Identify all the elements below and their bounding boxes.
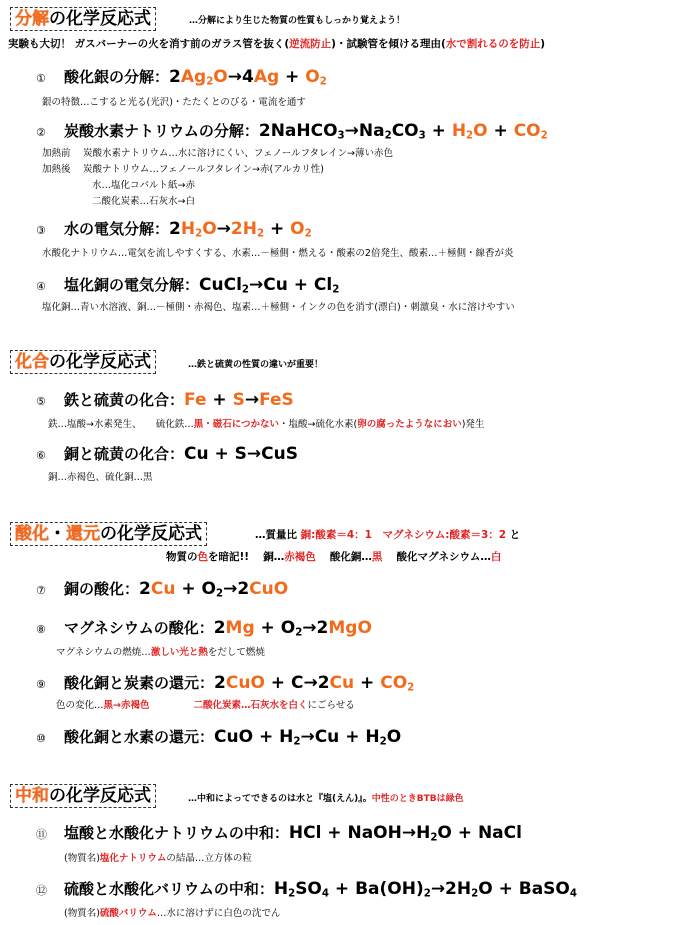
section-title-suffix: の化学反応式 bbox=[49, 9, 151, 29]
reaction-name: 硫酸と水酸化バリウムの中和： bbox=[64, 880, 274, 898]
equation: CuO + H2→Cu + H2O bbox=[214, 727, 402, 748]
item-number: ③ bbox=[36, 224, 46, 237]
section-title-suffix: の化学反応式 bbox=[49, 786, 151, 806]
reaction-name: 鉄と硫黄の化合： bbox=[64, 391, 185, 409]
section-note-ratio: …質量比 銅:酸素＝4：1 マグネシウム:酸素＝3：2 と bbox=[255, 529, 521, 541]
equation: H2SO4 + Ba(OH)2→2H2O + BaSO4 bbox=[273, 879, 577, 900]
reaction-9-note: 色の変化…黒→赤褐色 二酸化炭素…石灰水を白くにごらせる bbox=[56, 700, 355, 711]
section-title-suffix: の化学反応式 bbox=[100, 524, 202, 544]
reaction-11-note: (物質名)塩化ナトリウムの結晶…立方体の粒 bbox=[64, 853, 252, 864]
reaction-name: 酸化銅と炭素の還元： bbox=[64, 674, 215, 692]
reaction-5-note: 鉄…塩酸→水素発生、 硫化鉄…黒・磁石につかない・塩酸→硫化水素(卵の腐ったようなにおい)発生 bbox=[48, 419, 485, 430]
reaction-7 bbox=[36, 578, 288, 600]
item-number: ⑥ bbox=[36, 449, 46, 462]
reaction-3 bbox=[36, 218, 312, 240]
reaction-8 bbox=[36, 617, 372, 639]
section-title-keyword: 分解 bbox=[15, 9, 49, 29]
reaction-name: 塩酸と水酸化ナトリウムの中和： bbox=[64, 824, 289, 842]
reaction-10 bbox=[36, 726, 401, 748]
section-header-neutralization bbox=[10, 784, 156, 808]
reaction-2-note-before: 加熱前 炭酸水素ナトリウム…水に溶けにくい、フェノールフタレイン→薄い赤色 bbox=[42, 148, 393, 159]
equation: HCl + NaOH→H2O + NaCl bbox=[288, 823, 522, 844]
section-note: …中和によってできるのは水と『塩(えん)』。中性のときBTBは緑色 bbox=[188, 794, 464, 804]
reaction-3-note: 水酸化ナトリウム…電気を流しやすくする、水素…－極側・燃える・酸素の2倍発生、酸素…＋極側・線香が炎 bbox=[42, 248, 514, 259]
equation: 2Cu + O2→2CuO bbox=[139, 579, 289, 600]
item-number: ⑪ bbox=[36, 828, 47, 841]
text: )・試験管を傾ける理由( bbox=[331, 38, 446, 50]
experiment-note bbox=[8, 36, 545, 51]
text: ) bbox=[540, 38, 546, 50]
reaction-12 bbox=[36, 878, 577, 900]
reaction-9 bbox=[36, 672, 414, 694]
equation: CuCl2→Cu + Cl2 bbox=[199, 275, 340, 296]
item-number: ⑧ bbox=[36, 623, 46, 636]
item-number: ① bbox=[36, 72, 46, 85]
reaction-2 bbox=[36, 120, 548, 142]
section-note: …鉄と硫黄の性質の違いが重要！ bbox=[188, 360, 324, 370]
reaction-1-note: 銀の特徴…こすると光る(光沢)・たたくとのびる・電流を通す bbox=[42, 97, 306, 108]
equation: Cu + S→CuS bbox=[184, 444, 298, 464]
equation: 2H2O→2H2 + O2 bbox=[169, 219, 312, 240]
highlight: 逆流防止 bbox=[289, 38, 332, 50]
reaction-11 bbox=[36, 822, 522, 844]
reaction-4-note: 塩化銅…青い水溶液、銅…－極側・赤褐色、塩素…＋極側・インクの色を消す(漂白)・刺激臭・水に溶けやすい bbox=[42, 302, 515, 313]
equation: 2CuO + C→2Cu + CO2 bbox=[214, 673, 415, 694]
reaction-name: 銅の酸化： bbox=[64, 580, 140, 598]
item-number: ⑩ bbox=[36, 732, 46, 745]
section-title-keyword: 化合 bbox=[15, 352, 49, 372]
section-header-decomposition bbox=[10, 7, 156, 31]
section-header-redox bbox=[10, 522, 207, 546]
reaction-6 bbox=[36, 443, 298, 464]
reaction-1 bbox=[36, 66, 327, 88]
section-note: …分解により生じた物質の性質もしっかり覚えよう！ bbox=[189, 16, 406, 26]
item-number: ⑤ bbox=[36, 395, 46, 408]
section-header-combination bbox=[10, 350, 156, 374]
item-number: ④ bbox=[36, 280, 46, 293]
section-title-keyword: 中和 bbox=[15, 786, 49, 806]
reaction-12-note: (物質名)硫酸バリウム…水に溶けずに白色の沈でん bbox=[64, 908, 281, 919]
section-title-suffix: の化学反応式 bbox=[49, 352, 151, 372]
item-number: ⑦ bbox=[36, 584, 46, 597]
reaction-2-note-co2: 二酸化炭素…石灰水→白 bbox=[92, 196, 195, 207]
section-title-keyword-2: 還元 bbox=[66, 524, 100, 544]
reaction-name: 酸化銀の分解： bbox=[64, 68, 170, 86]
section-title-keyword: 酸化 bbox=[15, 524, 49, 544]
equation: 2Mg + O2→2MgO bbox=[213, 618, 372, 639]
reaction-8-note: マグネシウムの燃焼…激しい光と熱をだして燃焼 bbox=[56, 647, 265, 658]
item-number: ⑫ bbox=[36, 884, 47, 897]
section-title-dot: ・ bbox=[49, 524, 66, 544]
item-number: ⑨ bbox=[36, 678, 46, 691]
reaction-5 bbox=[36, 389, 294, 410]
reaction-name: マグネシウムの酸化： bbox=[64, 619, 214, 637]
section-note-colors: 物質の色を暗記!! 銅…赤褐色 酸化銅…黒 酸化マグネシウム…白 bbox=[166, 551, 502, 563]
reaction-2-note-after: 加熱後 炭酸ナトリウム…フェノールフタレイン→赤(アルカリ性) bbox=[42, 164, 325, 175]
reaction-name: 水の電気分解： bbox=[64, 220, 170, 238]
reaction-name: 酸化銅と水素の還元： bbox=[64, 728, 215, 746]
reaction-2-note-water: 水…塩化コバルト紙→赤 bbox=[92, 180, 195, 191]
item-number: ② bbox=[36, 126, 46, 139]
equation: 2NaHCO3→Na2CO3 + H2O + CO2 bbox=[258, 121, 548, 142]
highlight: 水で割れるのを防止 bbox=[445, 38, 541, 50]
text: 実験も大切！ ガスバーナーの火を消す前のガラス管を抜く( bbox=[8, 38, 290, 50]
reaction-4 bbox=[36, 274, 339, 296]
reaction-name: 塩化銅の電気分解： bbox=[64, 276, 200, 294]
reaction-6-note: 銅…赤褐色、硫化銅…黒 bbox=[48, 472, 153, 483]
reaction-name: 炭酸水素ナトリウムの分解： bbox=[64, 122, 259, 140]
equation: Fe + S→FeS bbox=[184, 390, 294, 410]
reaction-name: 銅と硫黄の化合： bbox=[64, 445, 185, 463]
equation: 2Ag2O→4Ag + O2 bbox=[169, 67, 327, 88]
